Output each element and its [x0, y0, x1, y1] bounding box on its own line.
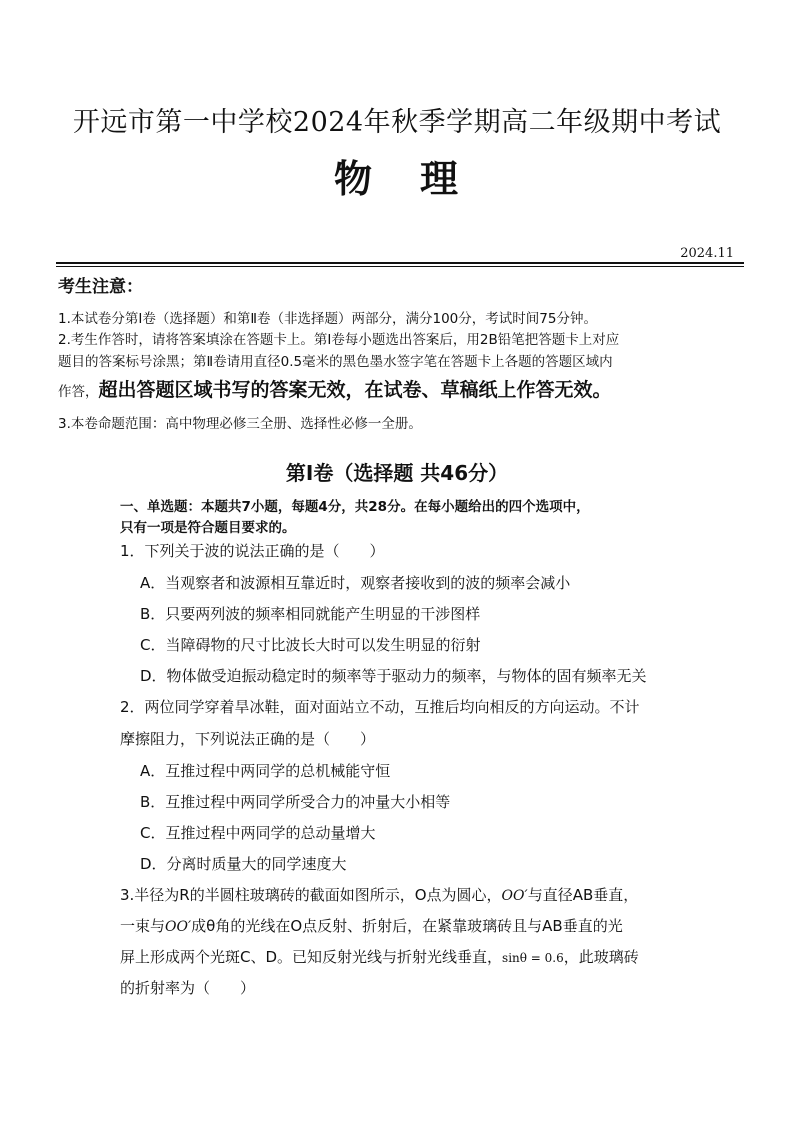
header-rule-thin	[56, 266, 744, 267]
q2-option-b: B．互推过程中两同学所受合力的冲量大小相等	[140, 793, 451, 811]
notice-line-4	[58, 375, 612, 402]
notice-line-4-prefix: 作答，	[58, 384, 99, 400]
section-title: 第Ⅰ卷（选择题 共46分）	[285, 461, 509, 485]
q1-option-b: B．只要两列波的频率相同就能产生明显的干涉图样	[140, 605, 481, 623]
q2-stem-line-1: 2．两位同学穿着旱冰鞋，面对面站立不动，互推后均向相反的方向运动。不计	[120, 698, 640, 716]
q1-option-d: D．物体做受迫振动稳定时的频率等于驱动力的频率，与物体的固有频率无关	[140, 667, 647, 685]
notice-line-5: 3.本卷命题范围：高中物理必修三全册、选择性必修一全册。	[58, 416, 422, 432]
q1-option-c: C．当障碍物的尺寸比波长大时可以发生明显的衍射	[140, 636, 481, 654]
notice-heading: 考生注意：	[58, 277, 143, 297]
q3-line-2	[120, 915, 623, 936]
notice-line-2: 2.考生作答时，请将答案填涂在答题卡上。第Ⅰ卷每小题选出答案后，用2B铅笔把答题卡上对应	[58, 332, 620, 348]
q3-line-3-b: ，此玻璃砖	[563, 948, 639, 966]
subject-char-1: 物	[333, 156, 374, 201]
subject-title	[0, 148, 794, 203]
q3-line-3	[120, 946, 639, 967]
notice-emphasis: 超出答题区域书写的答案无效，在试卷、草稿纸上作答无效。	[98, 379, 612, 401]
q3-line-3-a: 屏上形成两个光斑C、D。已知反射光线与折射光线垂直，	[120, 948, 503, 966]
q3-line-1-a: 3.半径为R的半圆柱玻璃砖的截面如图所示，O点为圆心，	[120, 886, 502, 904]
q2-option-c: C．互推过程中两同学的总动量增大	[140, 824, 376, 842]
subject-char-2: 理	[420, 156, 461, 201]
q3-line-4: 的折射率为（ ）	[120, 979, 256, 997]
q3-sin-formula: sinθ = 0.6	[502, 951, 564, 965]
notice-line-1: 1.本试卷分第Ⅰ卷（选择题）和第Ⅱ卷（非选择题）两部分，满分100分，考试时间75分钟。	[58, 311, 597, 327]
q2-option-a: A．互推过程中两同学的总机械能守恒	[140, 762, 391, 780]
q3-oo-symbol-1: OO′	[501, 888, 528, 904]
header-rule-thick	[56, 262, 744, 264]
q2-stem-line-2: 摩擦阻力，下列说法正确的是（ ）	[120, 730, 376, 748]
section-intro-1: 一、单选题：本题共7小题，每题4分，共28分。在每小题给出的四个选项中，	[120, 499, 590, 515]
exam-date: 2024.11	[680, 246, 734, 261]
q3-line-2-a: 一束与	[120, 917, 166, 935]
q3-line-1-b: 与直径AB垂直，	[527, 886, 639, 904]
q1-option-a: A．当观察者和波源相互靠近时，观察者接收到的波的频率会减小	[140, 574, 571, 592]
section-intro-2: 只有一项是符合题目要求的。	[120, 520, 296, 536]
q3-line-1	[120, 884, 638, 905]
q3-oo-symbol-2: OO′	[165, 919, 192, 935]
q2-option-d: D．分离时质量大的同学速度大	[140, 855, 347, 873]
q1-stem: 1．下列关于波的说法正确的是（ ）	[120, 542, 385, 560]
exam-title: 开远市第一中学校2024年秋季学期高二年级期中考试	[72, 107, 722, 138]
notice-line-3: 题目的答案标号涂黑；第Ⅱ卷请用直径0.5毫米的黑色墨水签字笔在答题卡上各题的答题区域内	[58, 354, 613, 370]
q3-line-2-b: 成θ角的光线在O点反射、折射后，在紧靠玻璃砖且与AB垂直的光	[191, 917, 623, 935]
